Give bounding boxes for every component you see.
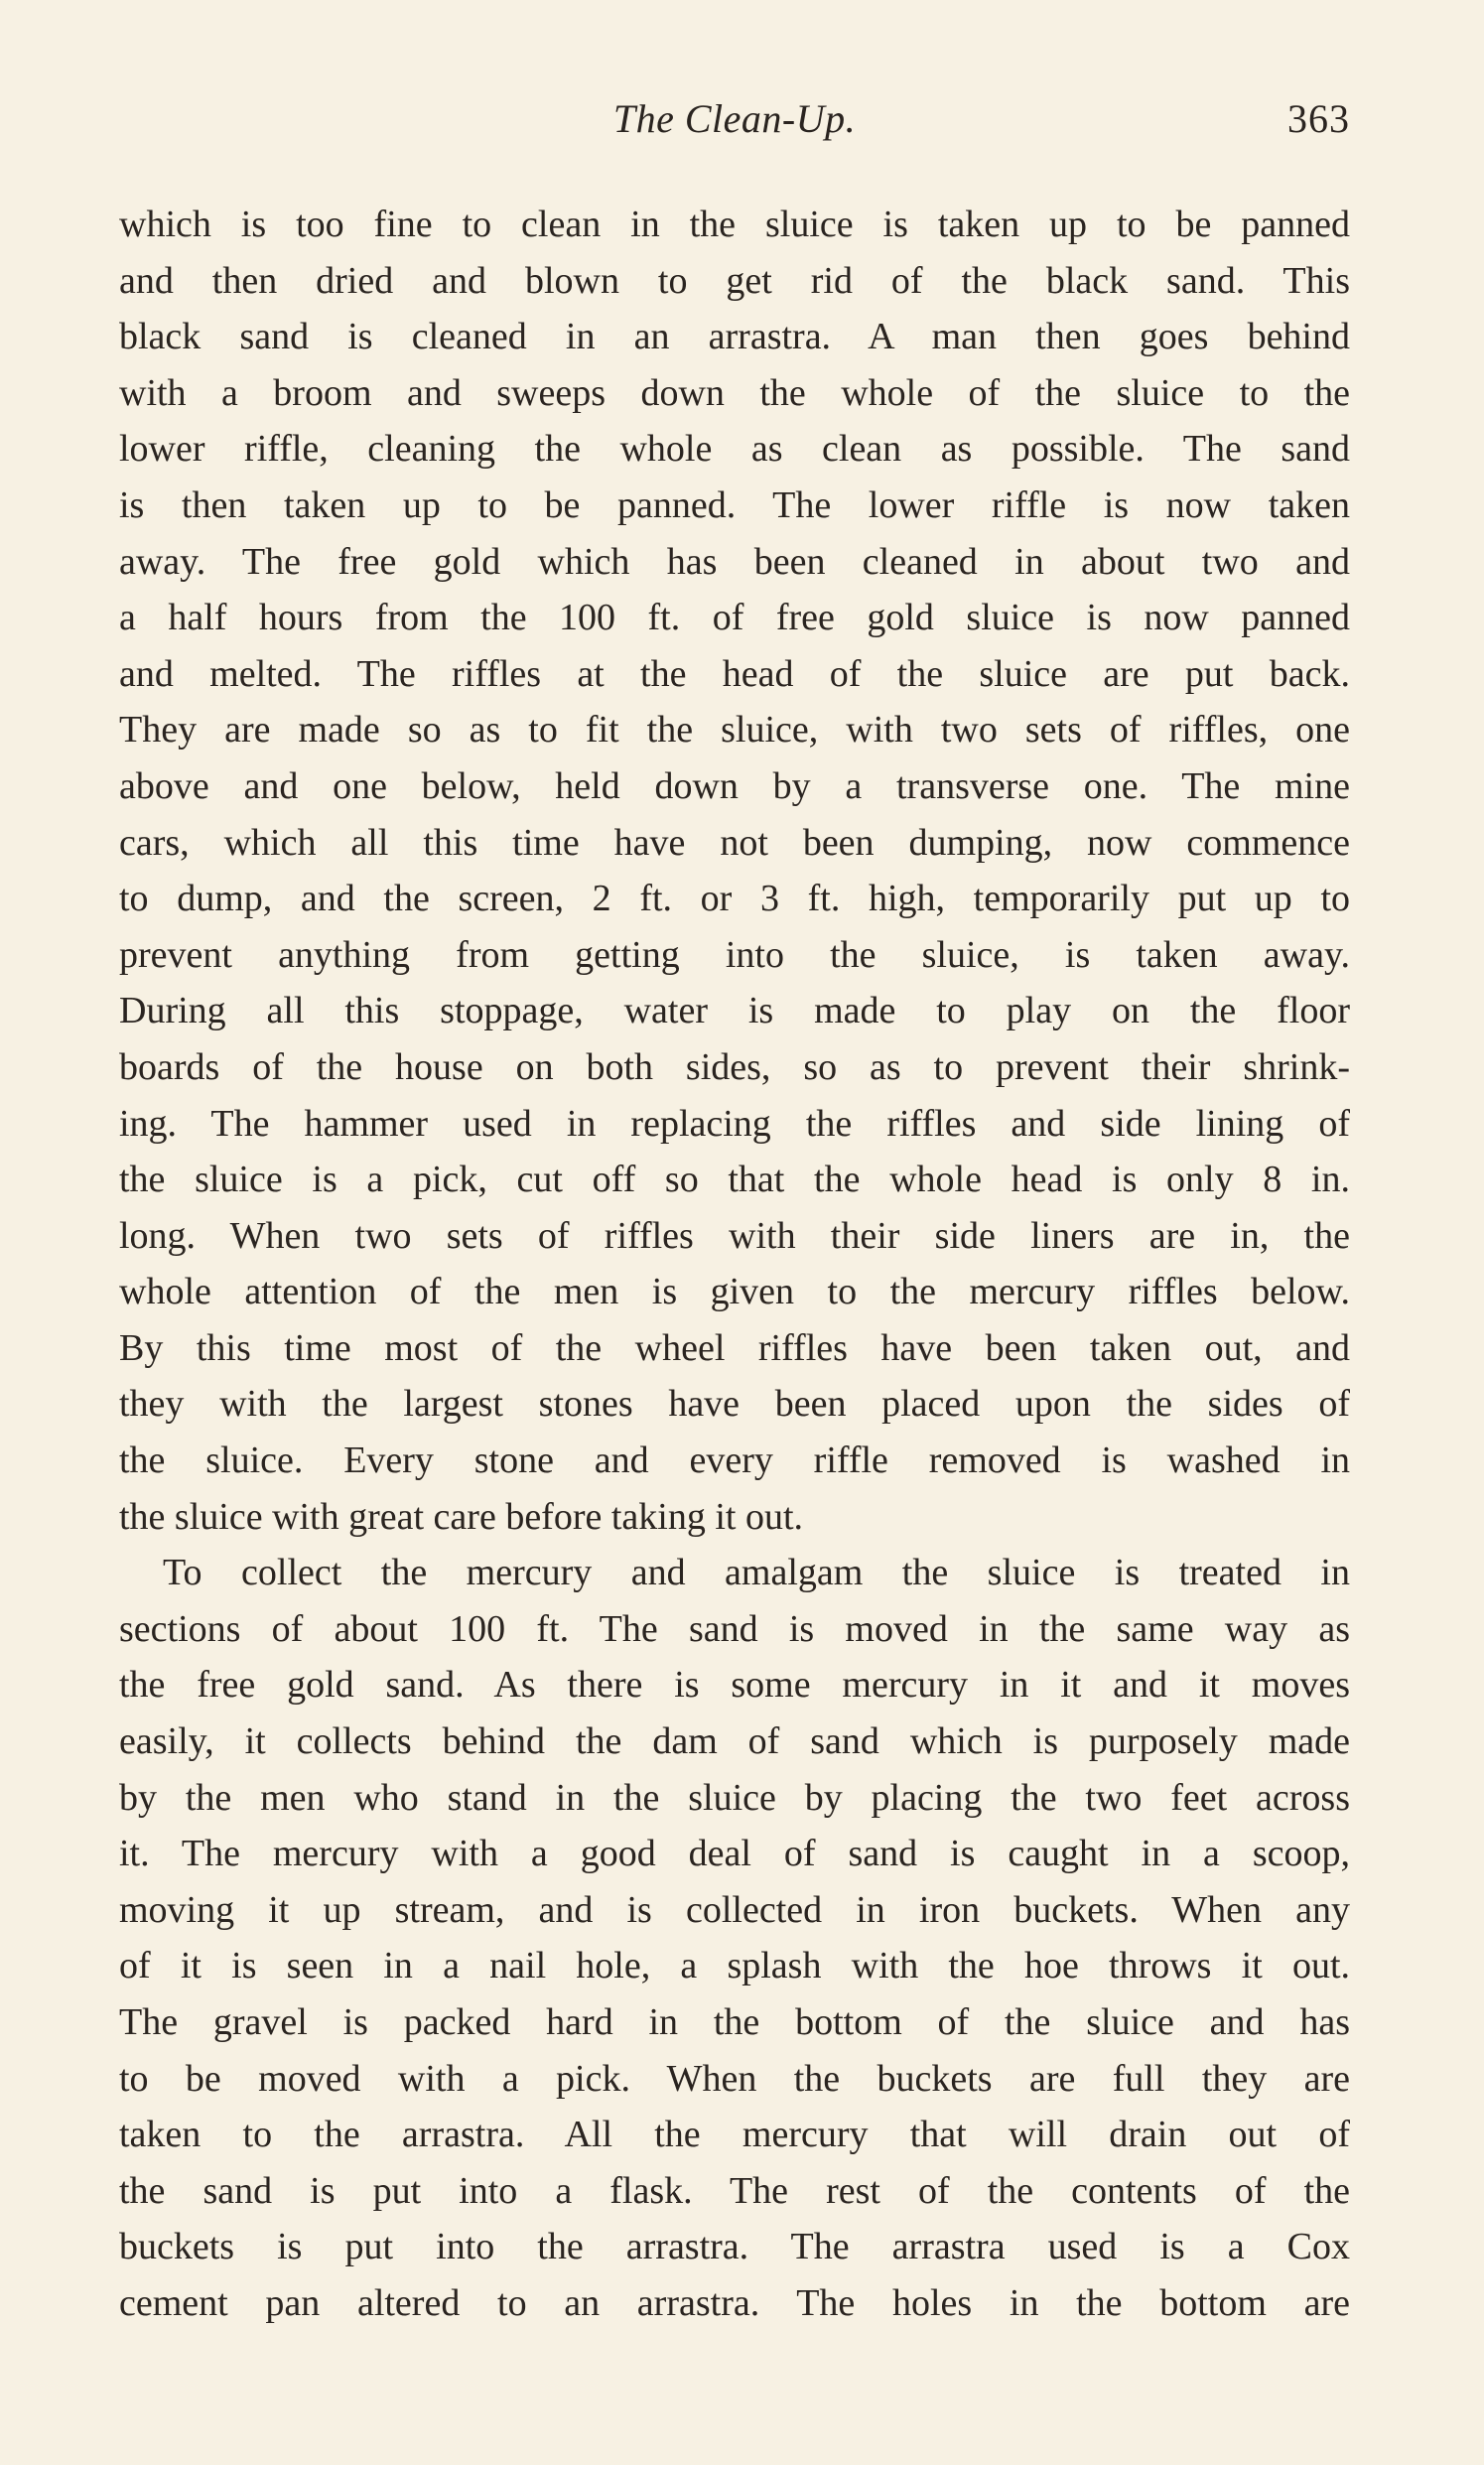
text-line: taken to the arrastra. All the mercury that will drain out of [119,2114,1350,2156]
running-title: The Clean-Up. [612,96,857,141]
text-line: it. The mercury with a good deal of sand is caught in a scoop, [119,1833,1350,1875]
text-line: boards of the house on both sides, so as to prevent their shrink- [119,1045,1350,1088]
text-line: the free gold sand. As there is some mercury in it and it moves [119,1664,1350,1707]
text-line: a half hours from the 100 ft. of free gold sluice is now panned [119,597,1350,639]
text-line: prevent anything from getting into the sluice, is taken away. [119,933,1350,976]
text-line: They are made so as to fit the sluice, with two sets of riffles, one [119,709,1350,752]
page-number: 363 [1287,96,1350,141]
text-line: to dump, and the screen, 2 ft. or 3 ft. high, temporarily put up to [119,878,1350,920]
text-line: The gravel is packed hard in the bottom of the sluice and has [119,2001,1350,2043]
text-line: moving it up stream, and is collected in iron buckets. When any [119,1888,1350,1931]
text-line: whole attention of the men is given to the mercury riffles below. [119,1271,1350,1313]
text-line: black sand is cleaned in an arrastra. A man then goes behind [119,316,1350,358]
text-line: they with the largest stones have been placed upon the sides of [119,1383,1350,1426]
text-line: easily, it collects behind the dam of sand which is purposely made [119,1720,1350,1763]
text-line: long. When two sets of riffles with their side liners are in, the [119,1214,1350,1257]
text-line: to be moved with a pick. When the buckets are full they are [119,2057,1350,2100]
body-text [119,197,1350,2332]
text-line: lower riffle, cleaning the whole as clean as possible. The sand [119,428,1350,471]
text-line: the sluice. Every stone and every riffle removed is washed in [119,1439,1350,1482]
text-line: cement pan altered to an arrastra. The holes in the bottom are [119,2281,1350,2324]
text-line: By this time most of the wheel riffles have been taken out, and [119,1326,1350,1369]
text-line: by the men who stand in the sluice by placing the two feet across [119,1776,1350,1819]
text-line: and melted. The riffles at the head of the sluice are put back. [119,652,1350,695]
text-line: of it is seen in a nail hole, a splash with the hoe throws it out. [119,1945,1350,1987]
text-line: with a broom and sweeps down the whole of the sluice to the [119,371,1350,414]
text-line: and then dried and blown to get rid of the black sand. This [119,259,1350,302]
text-line: is then taken up to be panned. The lower riffle is now taken [119,483,1350,526]
text-line: cars, which all this time have not been dumping, now commence [119,821,1350,864]
text-line: buckets is put into the arrastra. The arrastra used is a Cox [119,2226,1350,2268]
text-line: the sluice is a pick, cut off so that the whole head is only 8 in. [119,1159,1350,1201]
text-line: sections of about 100 ft. The sand is moved in the same way as [119,1607,1350,1650]
paragraph-start-line: To collect the mercury and amalgam the sluice is treated in [163,1552,1350,1594]
text-line: above and one below, held down by a transverse one. The mine [119,764,1350,807]
text-line: away. The free gold which has been cleaned in about two and [119,540,1350,583]
text-line: During all this stoppage, water is made to play on the floor [119,990,1350,1032]
text-line: which is too fine to clean in the sluice is taken up to be panned [119,204,1350,245]
paragraph-end-line: the sluice with great care before taking it out. [119,1495,804,1538]
text-line: the sand is put into a flask. The rest of the contents of the [119,2169,1350,2212]
page-header [119,95,1350,155]
text-line: ing. The hammer used in replacing the riffles and side lining of [119,1102,1350,1145]
